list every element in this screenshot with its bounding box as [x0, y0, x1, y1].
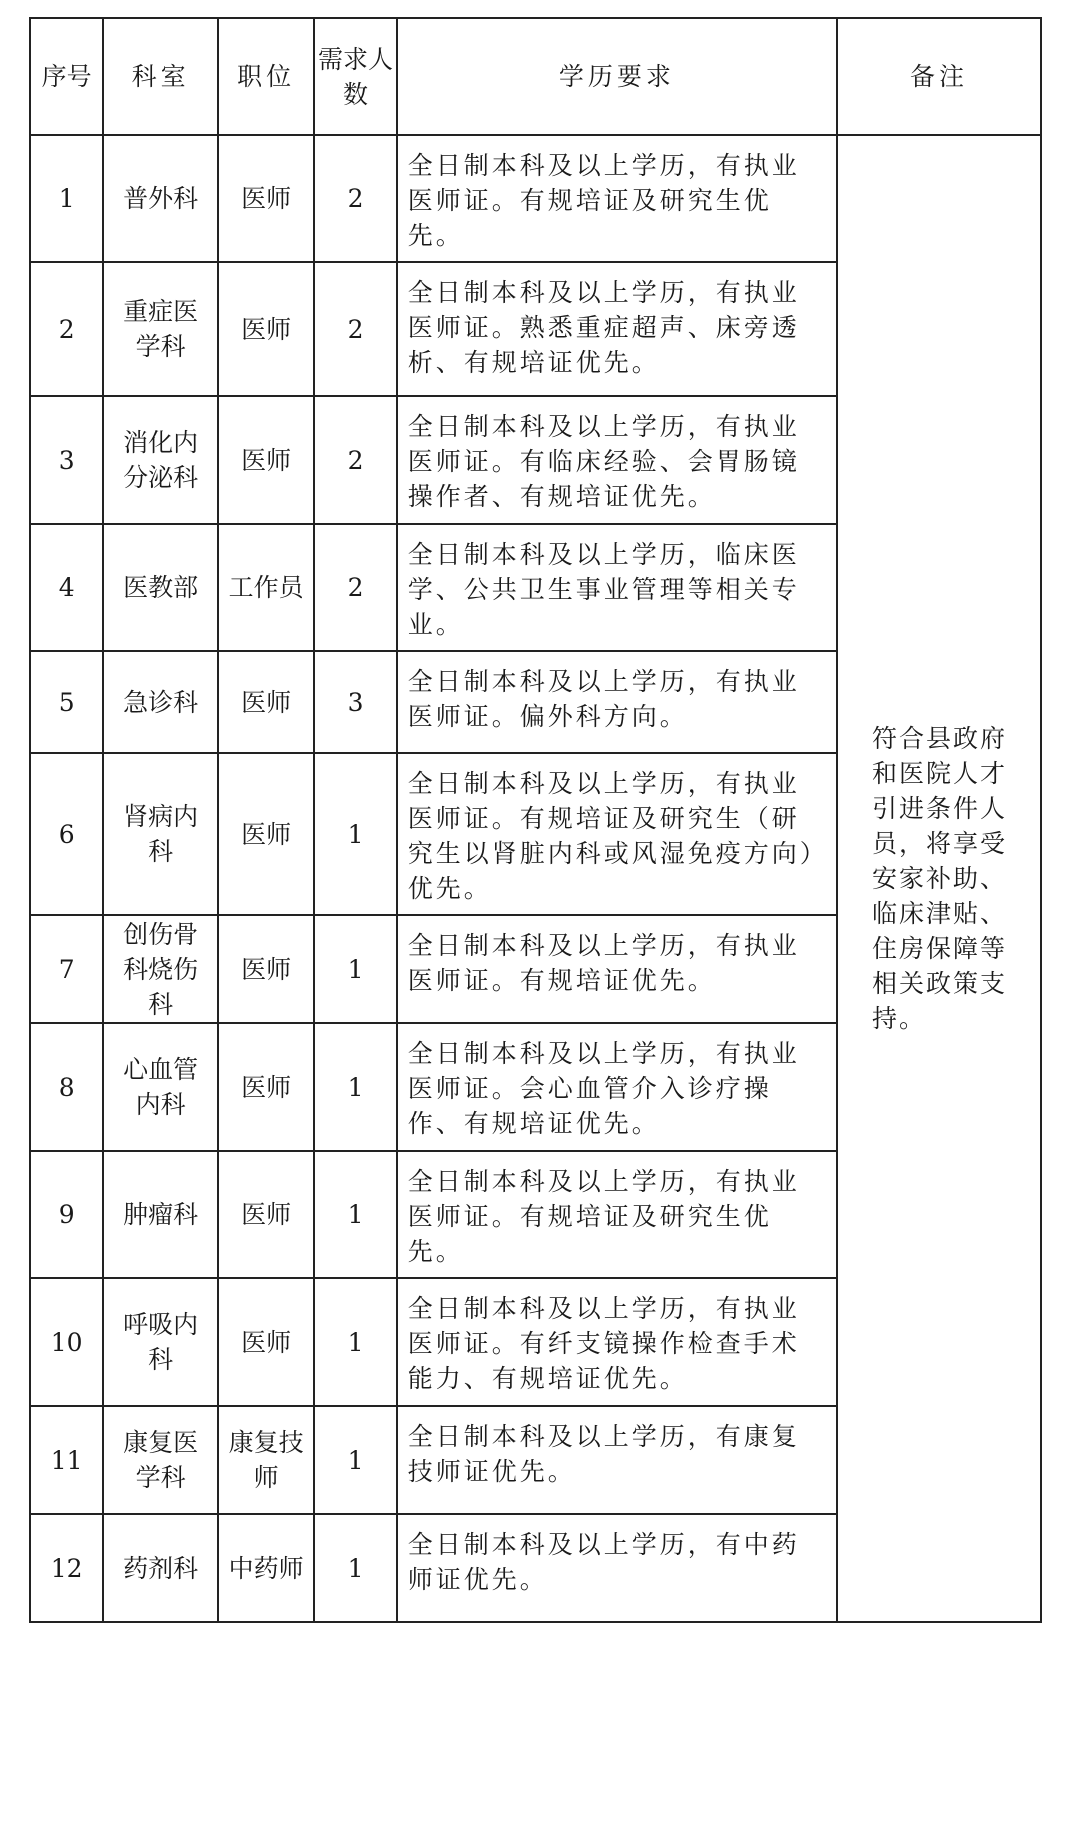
- header-index: 序号: [30, 18, 103, 135]
- table-row: [30, 135, 1041, 262]
- recruitment-table: [29, 17, 1042, 1623]
- row-count: 1: [314, 915, 397, 1023]
- row-department: 呼吸内科: [103, 1278, 218, 1406]
- row-department: 重症医学科: [103, 262, 218, 396]
- row-index: 2: [30, 262, 103, 396]
- row-department: 肾病内科: [103, 753, 218, 915]
- row-position: 工作员: [218, 524, 314, 651]
- row-department: 急诊科: [103, 651, 218, 753]
- row-department: 消化内分泌科: [103, 396, 218, 524]
- row-position: 医师: [218, 135, 314, 262]
- row-count: 1: [314, 1514, 397, 1622]
- header-education: 学历要求: [397, 18, 837, 135]
- row-index: 3: [30, 396, 103, 524]
- row-education: 全日制本科及以上学历，有中药师证优先。: [397, 1514, 837, 1622]
- row-education: 全日制本科及以上学历，有执业医师证。有规培证及研究生（研究生以肾脏内科或风湿免疫方向）优先。: [397, 753, 837, 915]
- row-education: 全日制本科及以上学历，有执业医师证。有纤支镜操作检查手术能力、有规培证优先。: [397, 1278, 837, 1406]
- row-index: 11: [30, 1406, 103, 1514]
- row-index: 7: [30, 915, 103, 1023]
- row-department: 肿瘤科: [103, 1151, 218, 1278]
- header-department: 科室: [103, 18, 218, 135]
- row-department: 医教部: [103, 524, 218, 651]
- row-education: 全日制本科及以上学历，有执业医师证。会心血管介入诊疗操作、有规培证优先。: [397, 1023, 837, 1151]
- row-position: 医师: [218, 1023, 314, 1151]
- row-index: 10: [30, 1278, 103, 1406]
- row-department: 康复医学科: [103, 1406, 218, 1514]
- header-position: 职位: [218, 18, 314, 135]
- table-body: [30, 135, 1041, 1622]
- row-position: 康复技师: [218, 1406, 314, 1514]
- row-department: 药剂科: [103, 1514, 218, 1622]
- row-count: 2: [314, 396, 397, 524]
- row-count: 1: [314, 753, 397, 915]
- header-count: 需求人数: [314, 18, 397, 135]
- row-count: 1: [314, 1406, 397, 1514]
- row-department: 心血管内科: [103, 1023, 218, 1151]
- row-education: 全日制本科及以上学历，有执业医师证。偏外科方向。: [397, 651, 837, 753]
- row-position: 医师: [218, 396, 314, 524]
- remark-cell: 符合县政府和医院人才引进条件人员，将享受安家补助、临床津贴、住房保障等相关政策支持。: [837, 135, 1041, 1622]
- row-department: 创伤骨科烧伤科: [103, 915, 218, 1023]
- row-education: 全日制本科及以上学历，有执业医师证。有规培证优先。: [397, 915, 837, 1023]
- row-position: 医师: [218, 651, 314, 753]
- row-position: 医师: [218, 915, 314, 1023]
- row-education: 全日制本科及以上学历，有执业医师证。熟悉重症超声、床旁透析、有规培证优先。: [397, 262, 837, 396]
- row-count: 2: [314, 524, 397, 651]
- row-position: 中药师: [218, 1514, 314, 1622]
- row-education: 全日制本科及以上学历，有执业医师证。有规培证及研究生优先。: [397, 1151, 837, 1278]
- row-index: 1: [30, 135, 103, 262]
- row-count: 2: [314, 135, 397, 262]
- row-department: 普外科: [103, 135, 218, 262]
- row-position: 医师: [218, 262, 314, 396]
- row-count: 1: [314, 1278, 397, 1406]
- header-remark: 备注: [837, 18, 1041, 135]
- row-index: 5: [30, 651, 103, 753]
- row-position: 医师: [218, 1278, 314, 1406]
- row-position: 医师: [218, 1151, 314, 1278]
- row-position: 医师: [218, 753, 314, 915]
- table-header-row: [30, 18, 1041, 135]
- row-education: 全日制本科及以上学历，临床医学、公共卫生事业管理等相关专业。: [397, 524, 837, 651]
- row-index: 8: [30, 1023, 103, 1151]
- row-index: 4: [30, 524, 103, 651]
- row-count: 3: [314, 651, 397, 753]
- row-index: 6: [30, 753, 103, 915]
- row-education: 全日制本科及以上学历，有康复技师证优先。: [397, 1406, 837, 1514]
- row-count: 1: [314, 1023, 397, 1151]
- row-education: 全日制本科及以上学历，有执业医师证。有临床经验、会胃肠镜操作者、有规培证优先。: [397, 396, 837, 524]
- row-count: 1: [314, 1151, 397, 1278]
- row-index: 12: [30, 1514, 103, 1622]
- row-count: 2: [314, 262, 397, 396]
- row-education: 全日制本科及以上学历，有执业医师证。有规培证及研究生优先。: [397, 135, 837, 262]
- row-index: 9: [30, 1151, 103, 1278]
